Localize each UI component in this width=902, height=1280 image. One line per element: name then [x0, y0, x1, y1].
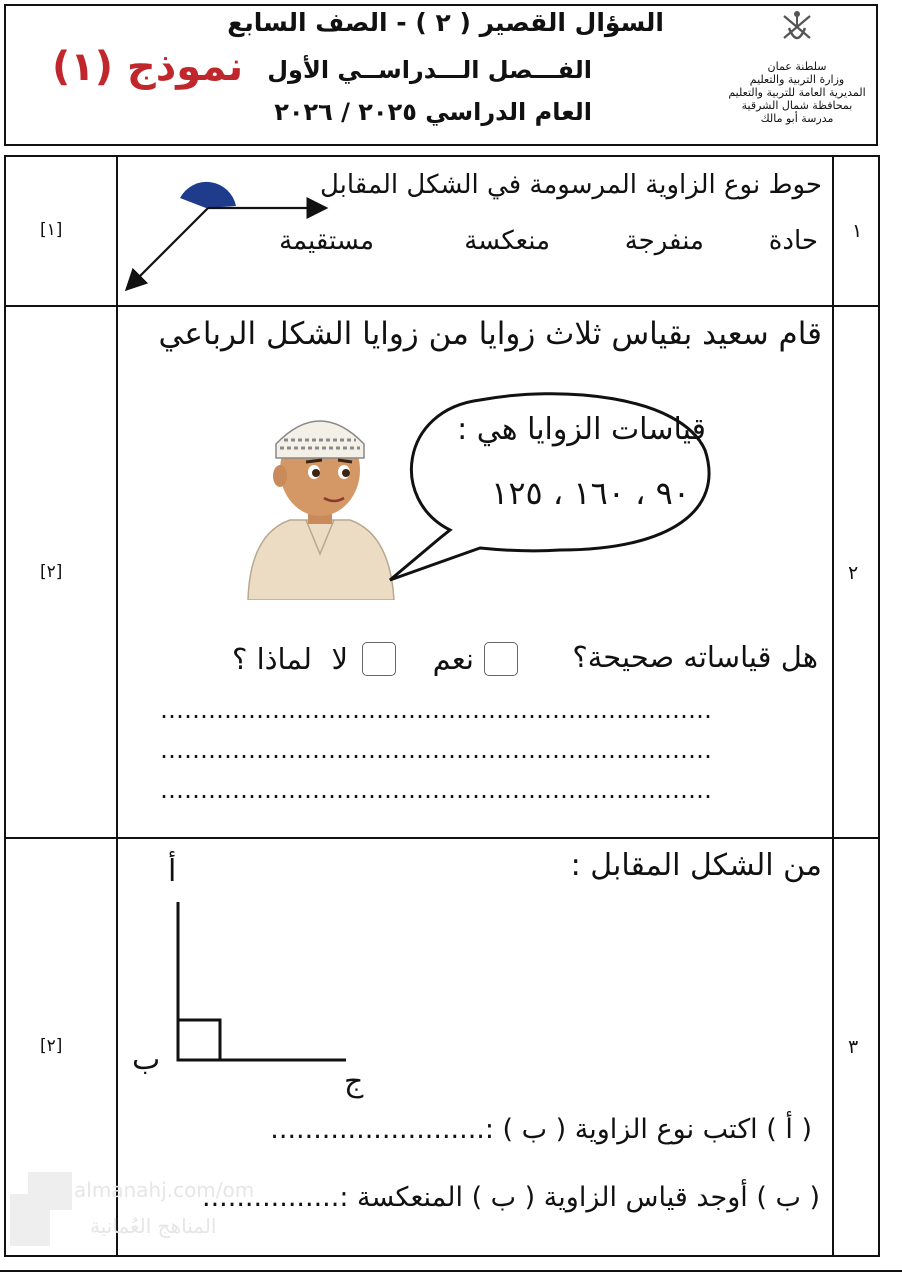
ministry-line: المديرية العامة للتربية والتعليم	[728, 86, 866, 99]
q3-right-angle-figure	[170, 900, 360, 1070]
watermark-url: almanahj.com/om	[74, 1178, 255, 1202]
bottom-rule	[0, 1270, 902, 1272]
speech-line-1: قياسات الزوايا هي :	[457, 412, 706, 447]
option-acute[interactable]: حادة	[768, 226, 818, 256]
part-a[interactable]: ( أ ) اكتب نوع الزاوية ( ب ) :.........................	[270, 1114, 812, 1145]
ministry-line: سلطنة عمان	[767, 60, 827, 73]
ministry-line: مدرسة أبو مالك	[760, 112, 834, 125]
watermark-logo-icon	[10, 1172, 72, 1246]
boy-illustration	[240, 404, 400, 600]
no-checkbox[interactable]	[362, 642, 396, 676]
question-mark: [٢]	[40, 562, 63, 582]
option-reflex[interactable]: منعكسة	[464, 226, 550, 256]
ministry-line: بمحافظة شمال الشرقية	[741, 99, 853, 112]
vertex-a-label: أ	[168, 854, 177, 889]
answer-line[interactable]: ……………………………………………………………	[160, 736, 712, 764]
exam-title: السؤال القصير ( ٢ ) - الصف السابع	[227, 8, 664, 37]
part-b[interactable]: ( ب ) أوجد قياس الزاوية ( ب ) المنعكسة :................	[202, 1182, 820, 1213]
question-number: ١	[852, 220, 863, 242]
year-label: العام الدراسي ٢٠٢٥ / ٢٠٢٦	[274, 98, 592, 126]
q1-angle-figure	[118, 170, 338, 300]
yes-checkbox[interactable]	[484, 642, 518, 676]
question-prompt: حوط نوع الزاوية المرسومة في الشكل المقابل	[319, 170, 822, 200]
option-straight[interactable]: مستقيمة	[279, 226, 374, 256]
no-label: لا	[331, 642, 348, 676]
answer-line[interactable]: ……………………………………………………………	[160, 696, 712, 724]
option-obtuse[interactable]: منفرجة	[624, 226, 704, 256]
question-number: ٢	[848, 562, 859, 584]
question-mark: [١]	[40, 220, 63, 240]
question-prompt: قام سعيد بقياس ثلاث زوايا من زوايا الشكل الرباعي	[158, 316, 822, 352]
yes-label: نعم	[432, 642, 474, 676]
watermark-name: المناهج العُمانية	[90, 1214, 217, 1238]
speech-line-2: ٩٠ ، ١٦٠ ، ١٢٥	[491, 474, 690, 512]
ministry-text	[712, 60, 882, 125]
why-label: لماذا ؟	[231, 642, 312, 676]
question-mark: [٢]	[40, 1036, 63, 1056]
correct-question: هل قياساته صحيحة؟	[572, 640, 818, 674]
semester-label: الفـــصل الـــدراســي الأول	[267, 56, 592, 84]
question-prompt: من الشكل المقابل :	[570, 848, 822, 883]
model-label: نموذج (١)	[52, 44, 244, 90]
vertex-c-label: ج	[344, 1064, 364, 1099]
ministry-emblem-icon	[772, 8, 822, 50]
question-number: ٣	[848, 1036, 859, 1058]
ministry-line: وزارة التربية والتعليم	[749, 73, 845, 86]
vertex-b-label: ب	[132, 1042, 161, 1077]
answer-line[interactable]: ……………………………………………………………	[160, 776, 712, 804]
